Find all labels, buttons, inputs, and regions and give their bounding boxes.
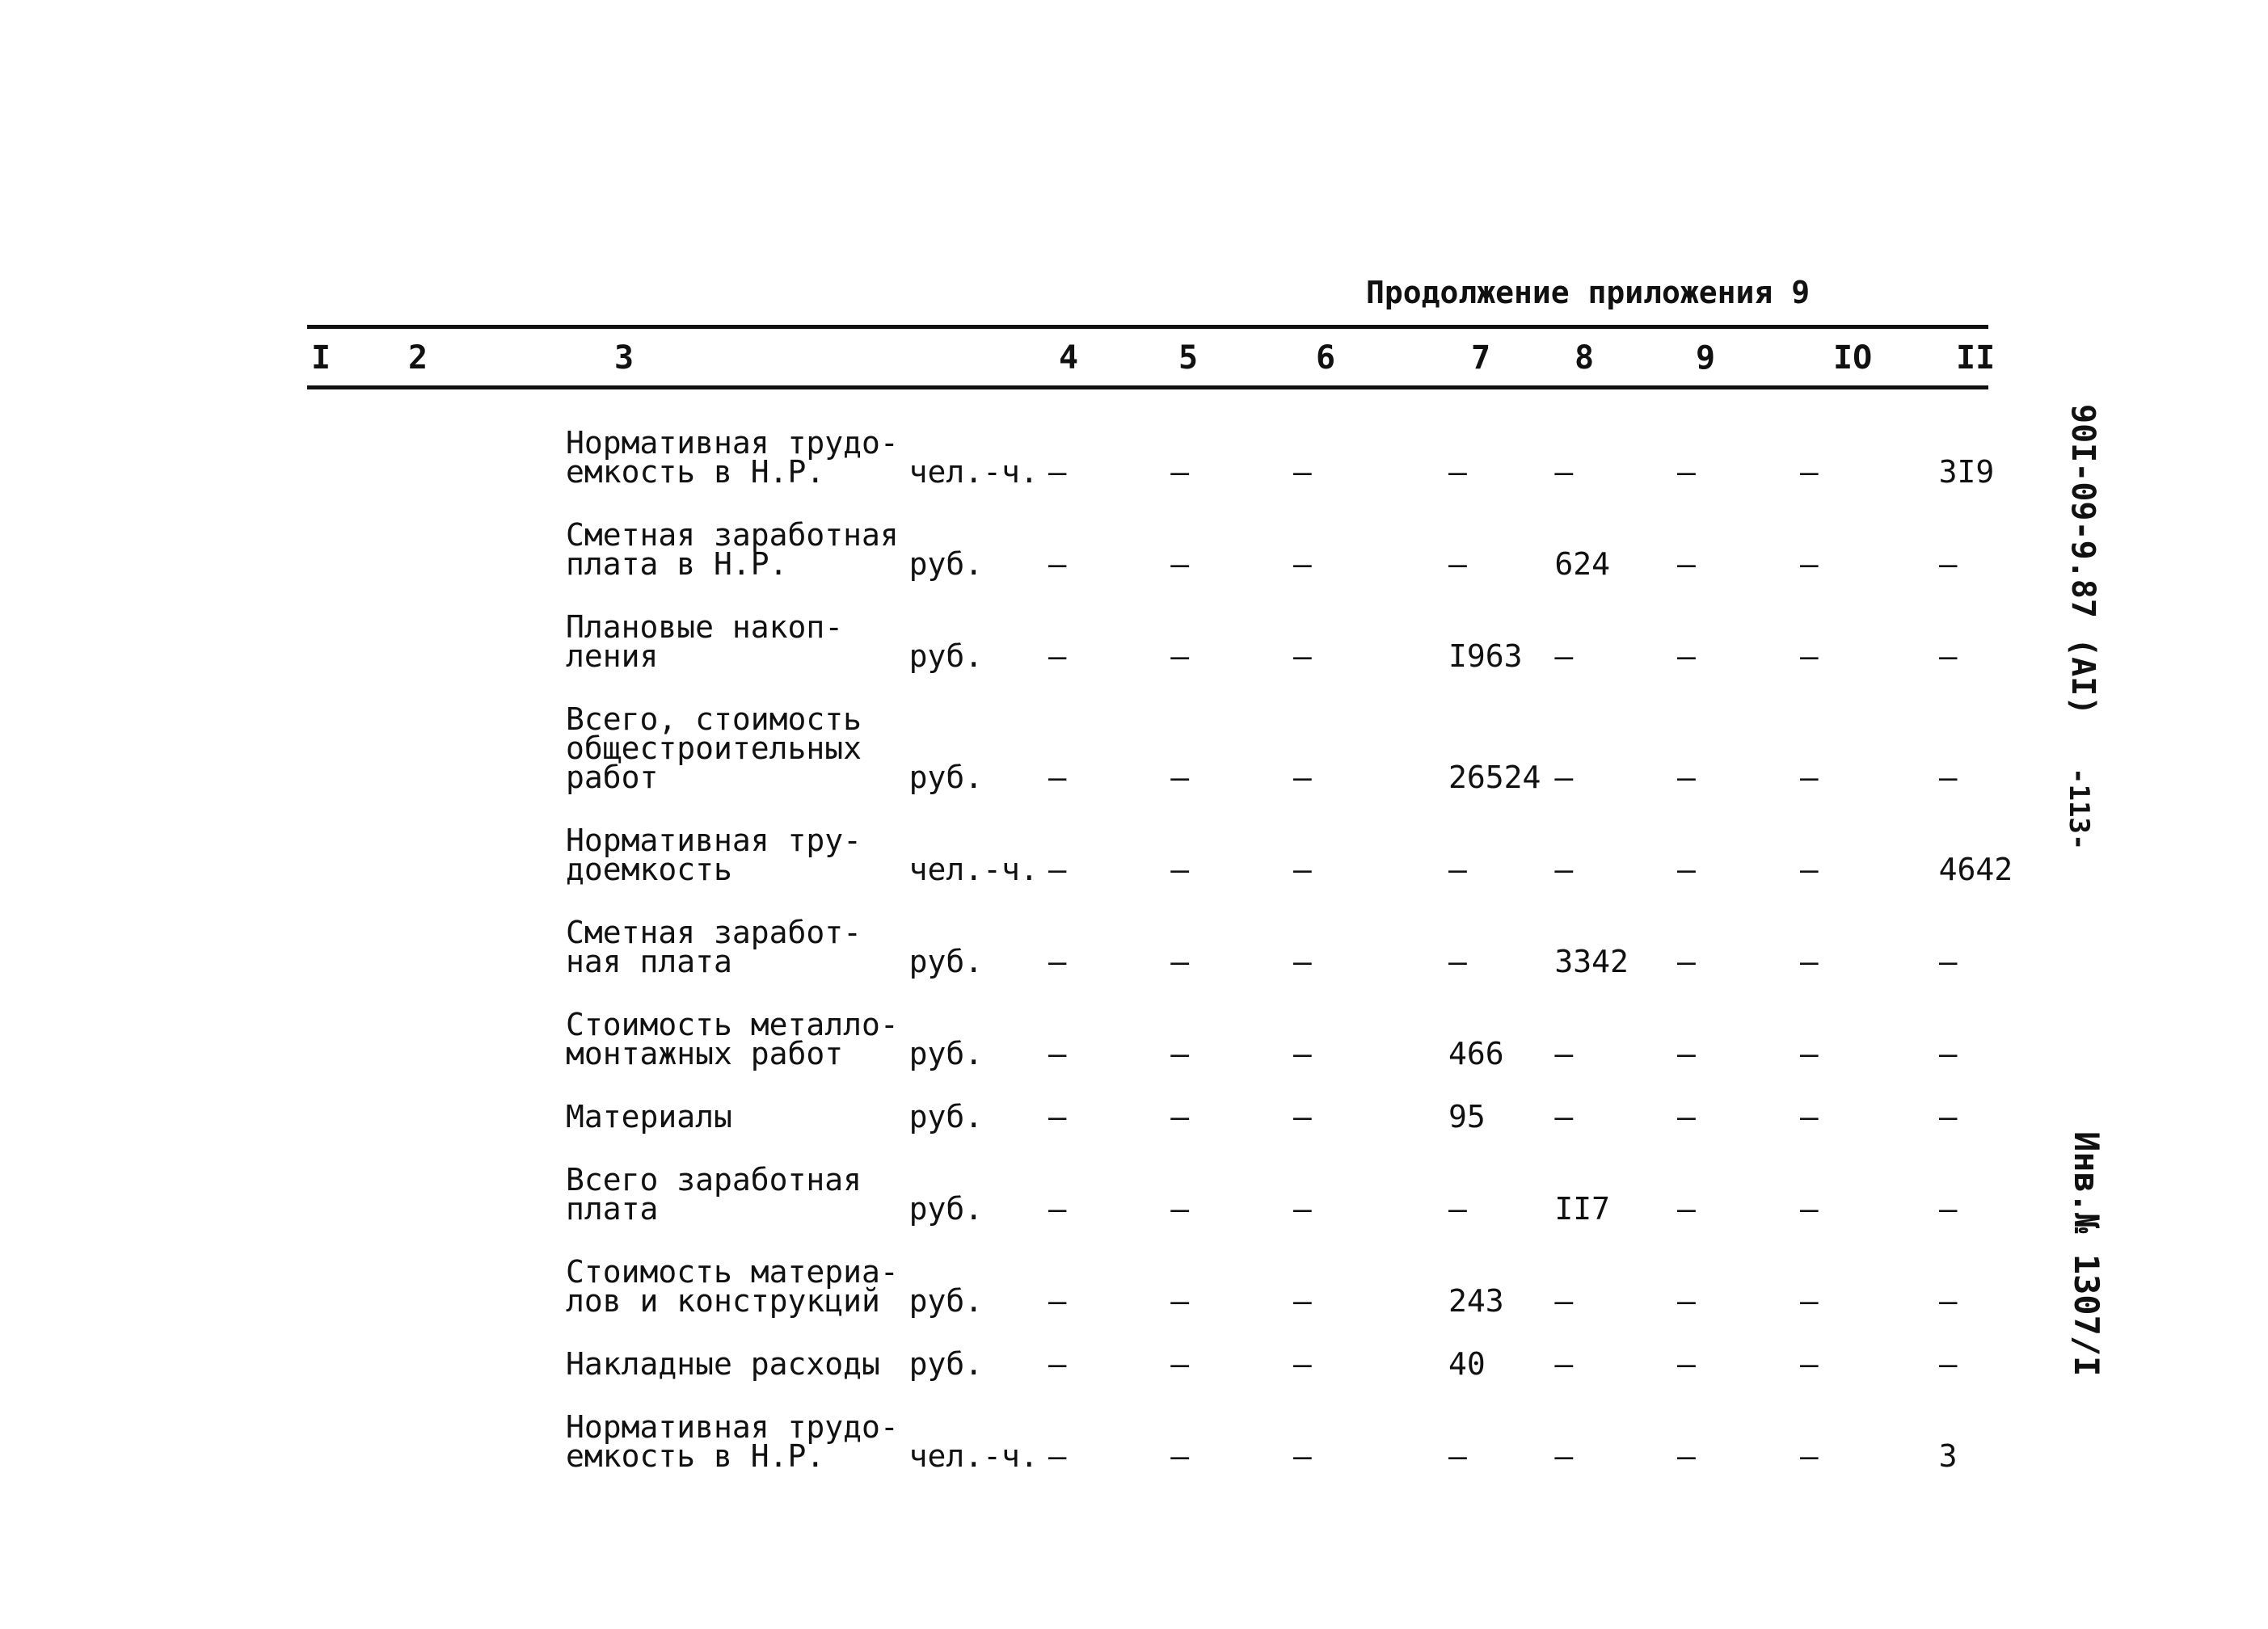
cell-c5: – (1170, 1349, 1190, 1382)
table-row (566, 1412, 2037, 1505)
cell-c8: – (1554, 852, 1574, 887)
cell-c11: – (1938, 944, 1958, 979)
row-unit: руб. (908, 760, 984, 795)
cell-c5: – (1170, 638, 1190, 674)
cell-c11: 4642 (1938, 852, 2013, 887)
cell-c9: – (1677, 1191, 1696, 1227)
cell-c10: – (1799, 1102, 1819, 1134)
cell-c7: – (1448, 944, 1467, 979)
cell-c11: – (1938, 760, 1958, 795)
cell-c6: – (1292, 1349, 1312, 1382)
cell-c8: 3342 (1554, 944, 1629, 979)
page-number: -113- (2063, 768, 2095, 851)
table-row (566, 428, 2037, 520)
cell-c5: – (1170, 1191, 1190, 1227)
cell-c10: – (1799, 638, 1819, 674)
cell-c9: – (1677, 1349, 1696, 1382)
cell-c4: – (1048, 1438, 1067, 1474)
cell-c8: – (1554, 1283, 1574, 1319)
row-unit: чел.-ч. (908, 454, 1039, 490)
row-label: Плановые накоп- ления (566, 612, 844, 674)
cell-c4: – (1048, 1283, 1067, 1319)
cell-c10: – (1799, 1191, 1819, 1227)
cell-c9: – (1677, 546, 1696, 582)
table-row (566, 612, 2037, 705)
column-header-11: II (1956, 339, 1996, 377)
table-row (566, 1010, 2037, 1102)
column-header-6: 6 (1316, 339, 1336, 377)
cell-c10: – (1799, 546, 1819, 582)
inventory-number: Инв.№ 1307/I (2067, 1131, 2106, 1377)
row-unit: чел.-ч. (908, 1438, 1039, 1474)
cell-c7: – (1448, 1438, 1467, 1474)
cell-c9: – (1677, 454, 1696, 490)
cell-c11: – (1938, 1036, 1958, 1071)
row-unit: чел.-ч. (908, 852, 1039, 887)
cell-c10: – (1799, 944, 1819, 979)
column-header-5: 5 (1178, 339, 1199, 377)
row-label: Нормативная трудо- емкость в Н.Р. (566, 428, 899, 490)
cell-c7: 26524 (1448, 760, 1541, 795)
cell-c8: – (1554, 1036, 1574, 1071)
column-header-3: 3 (614, 339, 634, 377)
cell-c11: 3 (1938, 1438, 1958, 1474)
cell-c5: – (1170, 454, 1190, 490)
cell-c6: – (1292, 454, 1312, 490)
table-row (566, 826, 2037, 918)
cell-c4: – (1048, 638, 1067, 674)
cell-c5: – (1170, 546, 1190, 582)
cell-c6: – (1292, 944, 1312, 979)
row-unit: руб. (908, 1349, 984, 1382)
column-header-10: IO (1833, 339, 1873, 377)
cell-c7: 243 (1448, 1283, 1504, 1319)
cell-c9: – (1677, 1438, 1696, 1474)
cell-c6: – (1292, 1036, 1312, 1071)
cell-c10: – (1799, 1283, 1819, 1319)
table-row (566, 1257, 2037, 1349)
table-row (566, 1102, 2037, 1165)
cell-c8: – (1554, 454, 1574, 490)
cell-c4: – (1048, 546, 1067, 582)
row-unit: руб. (908, 638, 984, 674)
cell-c8: II7 (1554, 1191, 1611, 1227)
header-rule-top (307, 325, 1988, 329)
cell-c5: – (1170, 1283, 1190, 1319)
row-unit: руб. (908, 1102, 984, 1134)
cell-c5: – (1170, 852, 1190, 887)
table-row (566, 520, 2037, 612)
cell-c10: – (1799, 1438, 1819, 1474)
cell-c5: – (1170, 1036, 1190, 1071)
table-row (566, 1349, 2037, 1412)
column-header-1: I (311, 339, 331, 377)
header-rule-bottom (307, 385, 1988, 389)
table-row (566, 918, 2037, 1010)
cell-c4: – (1048, 1036, 1067, 1071)
cell-c10: – (1799, 1349, 1819, 1382)
cell-c5: – (1170, 760, 1190, 795)
cell-c6: – (1292, 546, 1312, 582)
column-header-9: 9 (1696, 339, 1716, 377)
cell-c7: – (1448, 454, 1467, 490)
cell-c6: – (1292, 1438, 1312, 1474)
row-label: Стоимость материа- лов и конструкций (566, 1257, 899, 1319)
cell-c4: – (1048, 454, 1067, 490)
column-header-8: 8 (1575, 339, 1595, 377)
row-unit: руб. (908, 944, 984, 979)
cell-c4: – (1048, 1191, 1067, 1227)
cell-c6: – (1292, 1102, 1312, 1134)
appendix-caption: Продолжение приложения 9 (1366, 275, 1811, 310)
cell-c8: – (1554, 1102, 1574, 1134)
cell-c9: – (1677, 1036, 1696, 1071)
cell-c7: 40 (1448, 1349, 1486, 1382)
document-code: 90I-09-9.87 (AI) (2064, 404, 2101, 716)
cell-c5: – (1170, 1438, 1190, 1474)
cell-c11: – (1938, 638, 1958, 674)
row-label: Сметная заработ- ная плата (566, 918, 862, 979)
cell-c7: 95 (1448, 1102, 1486, 1134)
row-label: Сметная заработная плата в Н.Р. (566, 520, 899, 582)
row-label: Материалы (566, 1102, 732, 1134)
cell-c10: – (1799, 1036, 1819, 1071)
cell-c5: – (1170, 944, 1190, 979)
column-header-2: 2 (408, 339, 428, 377)
row-label: Нормативная трудо- емкость в Н.Р. (566, 1412, 899, 1474)
cell-c4: – (1048, 760, 1067, 795)
cell-c6: – (1292, 638, 1312, 674)
row-unit: руб. (908, 1191, 984, 1227)
cell-c7: – (1448, 1191, 1467, 1227)
cell-c11: – (1938, 1283, 1958, 1319)
row-label: Стоимость металло- монтажных работ (566, 1010, 899, 1071)
cell-c8: – (1554, 760, 1574, 795)
row-label: Накладные расходы (566, 1349, 880, 1382)
cell-c9: – (1677, 760, 1696, 795)
cell-c6: – (1292, 852, 1312, 887)
cell-c11: 3I9 (1938, 454, 1995, 490)
cell-c7: – (1448, 852, 1467, 887)
row-label: Нормативная тру- доемкость (566, 826, 862, 887)
cell-c11: – (1938, 546, 1958, 582)
row-unit: руб. (908, 1036, 984, 1071)
cell-c8: – (1554, 1438, 1574, 1474)
cell-c8: 624 (1554, 546, 1611, 582)
cell-c10: – (1799, 852, 1819, 887)
cell-c10: – (1799, 760, 1819, 795)
cell-c9: – (1677, 1102, 1696, 1134)
column-header-7: 7 (1471, 339, 1491, 377)
cell-c11: – (1938, 1191, 1958, 1227)
row-label: Всего, стоимость общестроительных работ (566, 705, 862, 795)
cell-c6: – (1292, 1191, 1312, 1227)
cell-c11: – (1938, 1102, 1958, 1134)
cell-c11: – (1938, 1349, 1958, 1382)
row-label: Всего заработная плата (566, 1165, 862, 1227)
cell-c4: – (1048, 852, 1067, 887)
cell-c7: I963 (1448, 638, 1523, 674)
cell-c4: – (1048, 1349, 1067, 1382)
cell-c9: – (1677, 638, 1696, 674)
cell-c4: – (1048, 944, 1067, 979)
cell-c9: – (1677, 944, 1696, 979)
cell-c8: – (1554, 638, 1574, 674)
cost-table (566, 428, 2037, 1505)
table-row (566, 1165, 2037, 1257)
cell-c10: – (1799, 454, 1819, 490)
cell-c5: – (1170, 1102, 1190, 1134)
row-unit: руб. (908, 1283, 984, 1319)
row-unit: руб. (908, 546, 984, 582)
cell-c9: – (1677, 1283, 1696, 1319)
table-row (566, 705, 2037, 826)
table-body (566, 428, 2037, 1505)
cell-c6: – (1292, 1283, 1312, 1319)
cell-c9: – (1677, 852, 1696, 887)
cell-c7: – (1448, 546, 1467, 582)
column-header-4: 4 (1059, 339, 1079, 377)
cell-c8: – (1554, 1349, 1574, 1382)
cell-c7: 466 (1448, 1036, 1504, 1071)
cell-c6: – (1292, 760, 1312, 795)
cell-c4: – (1048, 1102, 1067, 1134)
